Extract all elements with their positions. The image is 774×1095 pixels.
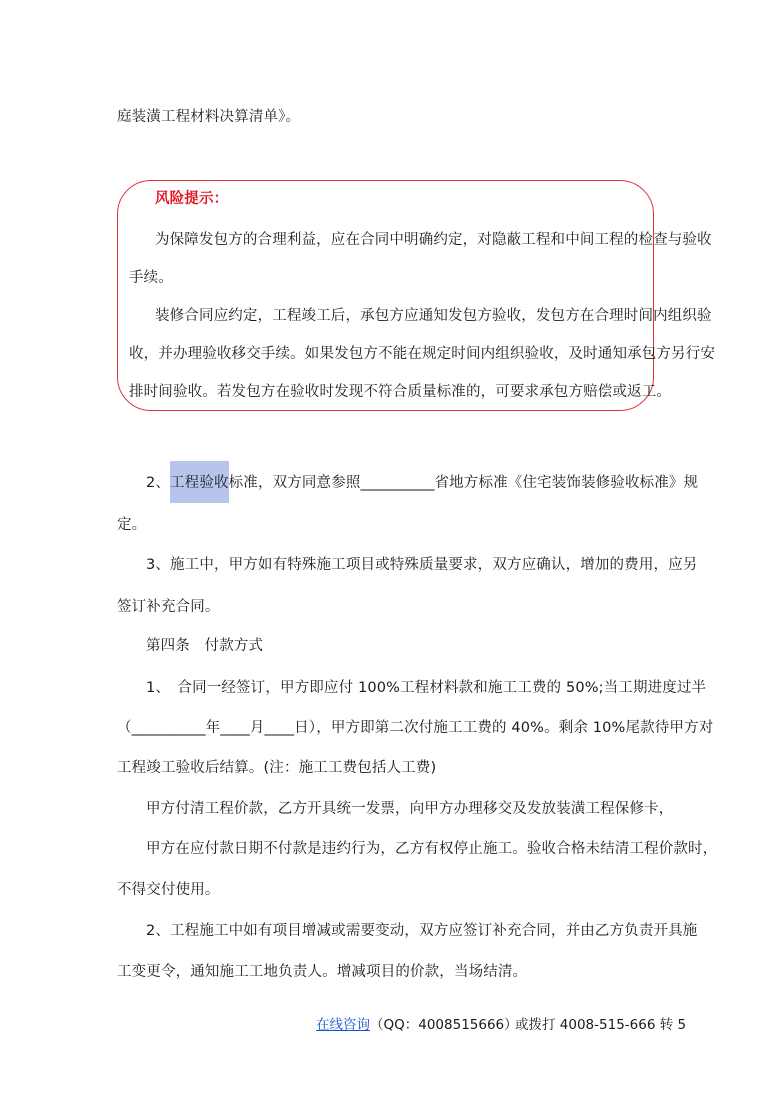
clause-text: 不得交付使用。 [117, 882, 220, 898]
clause-text: 签订补充合同。 [117, 599, 220, 615]
article-heading: 第四条 付款方式 [146, 638, 264, 654]
clause-text: 工程竣工验收后结算。(注：施工工费包括人工费) [117, 760, 437, 776]
clause-number: 2、 [146, 475, 171, 491]
clause-text: （__________年____月____日），甲方即第二次付施工工费的 40%。剩余 10%尾款待甲方对 [117, 720, 714, 736]
clause-text: 定。 [117, 517, 147, 533]
paragraph-fragment: 庭装潢工程材料决算清单》。 [117, 109, 301, 125]
highlighted-text[interactable]: 工程验收 [170, 461, 229, 503]
risk-tip-title: 风险提示： [155, 191, 229, 207]
phone-contact: 或拨打 4008-515-666 转 5 [515, 1017, 687, 1033]
risk-tip-text: 收，并办理验收移交手续。如果发包方不能在规定时间内组织验收，及时通知承包方另行安 [129, 346, 715, 362]
payment-clause-2: 2、工程施工中如有项目增减或需要变动，双方应签订补充合同，并由乙方负责开具施 [146, 923, 698, 939]
payment-paragraph: 甲方在应付款日期不付款是违约行为，乙方有权停止施工。验收合格未结清工程价款时， [146, 841, 718, 857]
payment-paragraph: 甲方付清工程价款，乙方开具统一发票，向甲方办理移交及发放装潢工程保修卡， [146, 801, 674, 817]
risk-tip-box [117, 180, 654, 411]
clause-3: 3、施工中，甲方如有特殊施工项目或特殊质量要求，双方应确认，增加的费用，应另 [146, 557, 698, 573]
risk-tip-text: 装修合同应约定，工程竣工后，承包方应通知发包方验收，发包方在合理时间内组织验 [155, 308, 712, 324]
risk-tip-text: 手续。 [129, 270, 173, 286]
footer [316, 1013, 518, 1033]
clause-text: 标准，双方同意参照__________省地方标准《住宅装饰装修验收标准》规 [228, 475, 699, 491]
clause-text: 工变更令，通知施工工地负责人。增减项目的价款，当场结清。 [117, 964, 528, 980]
online-consult-link[interactable]: 在线咨询 [316, 1017, 370, 1033]
clause-2 [146, 471, 698, 492]
risk-tip-text: 排时间验收。若发包方在验收时发现不符合质量标准的，可要求承包方赔偿或返工。 [129, 384, 672, 400]
payment-clause-1: 1、 合同一经签订，甲方即应付 100%工程材料款和施工工费的 50%;当工期进度过半 [146, 680, 707, 696]
risk-tip-text: 为保障发包方的合理利益，应在合同中明确约定，对隐蔽工程和中间工程的检查与验收 [155, 232, 712, 248]
qq-contact: （QQ：4008515666） [370, 1017, 518, 1033]
